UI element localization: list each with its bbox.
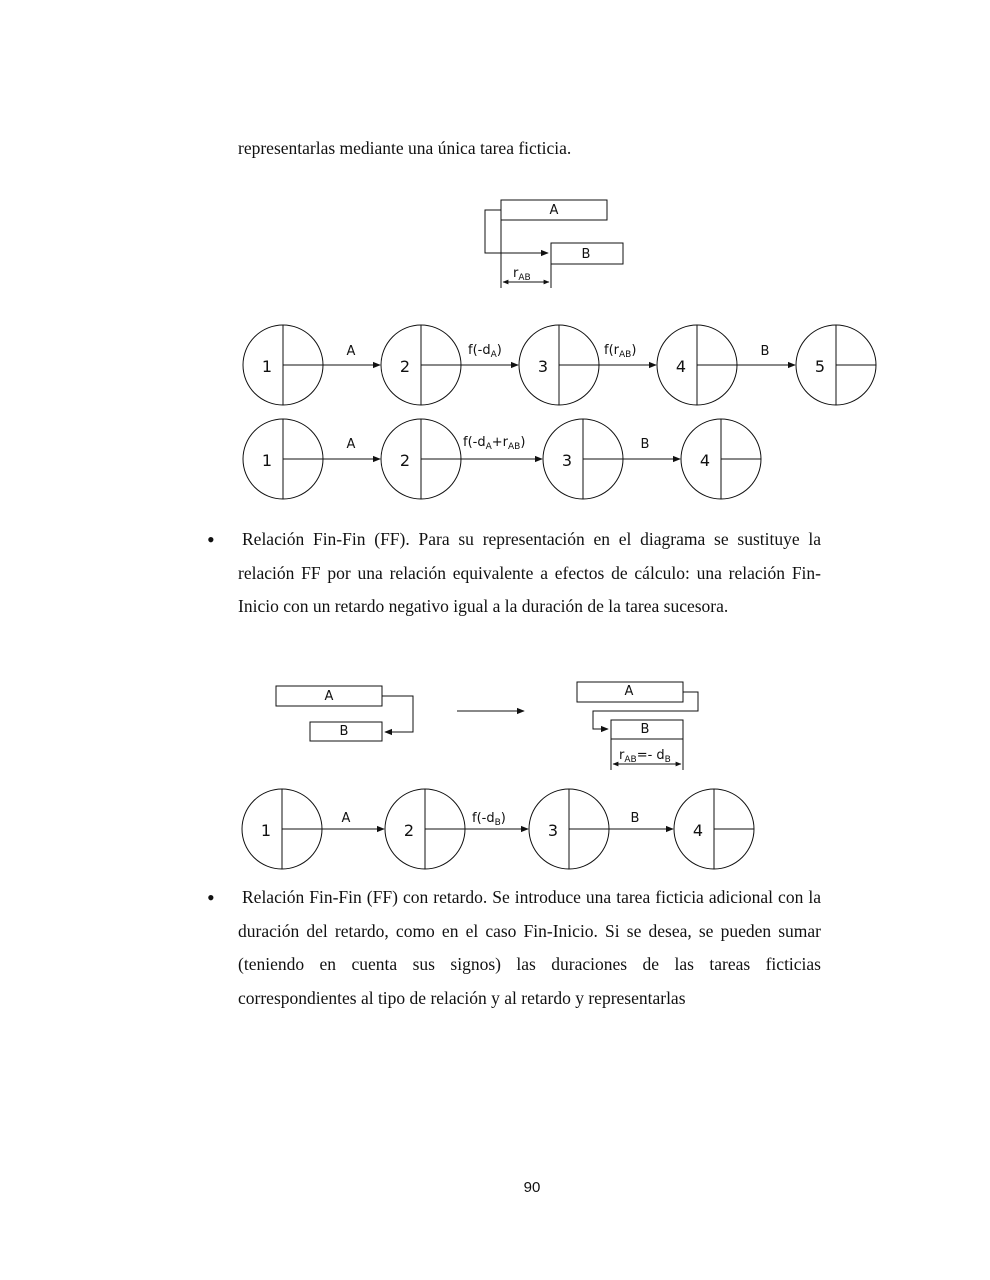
activity-label: B bbox=[640, 437, 650, 452]
node-label: 4 bbox=[699, 451, 711, 470]
activity-label: A bbox=[346, 344, 356, 359]
page-number: 90 bbox=[523, 1179, 541, 1196]
ff-link bbox=[382, 696, 413, 732]
lag-label: $r_{AB}=-$ $d_B$ bbox=[619, 748, 671, 765]
intro-line: representarlas mediante una única tarea ficticia. bbox=[238, 138, 572, 158]
bullet-ff-delay: • bbox=[207, 885, 215, 910]
activity-label: $f(r_{AB})$ bbox=[604, 343, 637, 360]
network-row-1 bbox=[243, 325, 876, 405]
node-label: 2 bbox=[399, 451, 411, 470]
figure-ff-conversion bbox=[235, 670, 765, 875]
task-bar-b-label: B bbox=[581, 247, 591, 262]
node-label: 3 bbox=[537, 357, 549, 376]
network-row-2 bbox=[243, 419, 761, 499]
node-label: 1 bbox=[261, 357, 273, 376]
node-label: 5 bbox=[814, 357, 826, 376]
activity-label: B bbox=[630, 811, 640, 826]
link-a-to-b bbox=[485, 210, 548, 253]
activity-label: $f(-d_A+r_{AB})$ bbox=[463, 435, 526, 452]
node-label: 1 bbox=[260, 821, 272, 840]
activity-label: $f(-d_B)$ bbox=[472, 811, 506, 828]
network-row-3 bbox=[242, 789, 754, 869]
task-bar-a-label: A bbox=[324, 689, 334, 704]
lag-label: $r_{AB}$ bbox=[513, 266, 531, 283]
node-label: 3 bbox=[561, 451, 573, 470]
figure-fs-delay bbox=[235, 190, 885, 510]
node-label: 3 bbox=[547, 821, 559, 840]
node-label: 2 bbox=[399, 357, 411, 376]
paragraph-ff: Relación Fin-Fin (FF). Para su representación en el diagrama se sustituye la relación FF por una relación equivalente a efectos de cálculo: una relación Fin-Inicio con un retardo negativo igual a la duración de la tarea sucesora. bbox=[238, 529, 821, 616]
activity-label: A bbox=[346, 437, 356, 452]
node-label: 4 bbox=[675, 357, 687, 376]
activity-label: B bbox=[760, 344, 770, 359]
task-bar-a-label: A bbox=[549, 203, 559, 218]
node-label: 4 bbox=[692, 821, 704, 840]
node-label: 1 bbox=[261, 451, 273, 470]
paragraph-ff-delay: Relación Fin-Fin (FF) con retardo. Se introduce una tarea ficticia adicional con la duración del retardo, como en el caso Fin-Inicio. Si se desea, se pueden sumar (teniendo en cuenta sus signos) las duraciones de las tareas ficticias correspondientes al tipo de relación y al retardo y representarlas bbox=[238, 887, 821, 1008]
task-bar-b-label: B bbox=[339, 724, 349, 739]
bullet-ff: • bbox=[207, 527, 215, 552]
activity-label: $f(-d_A)$ bbox=[468, 343, 502, 360]
node-label: 2 bbox=[403, 821, 415, 840]
activity-label: A bbox=[341, 811, 351, 826]
task-bar-b-converted-label: B bbox=[640, 722, 650, 737]
task-bar-a-converted-label: A bbox=[624, 684, 634, 699]
